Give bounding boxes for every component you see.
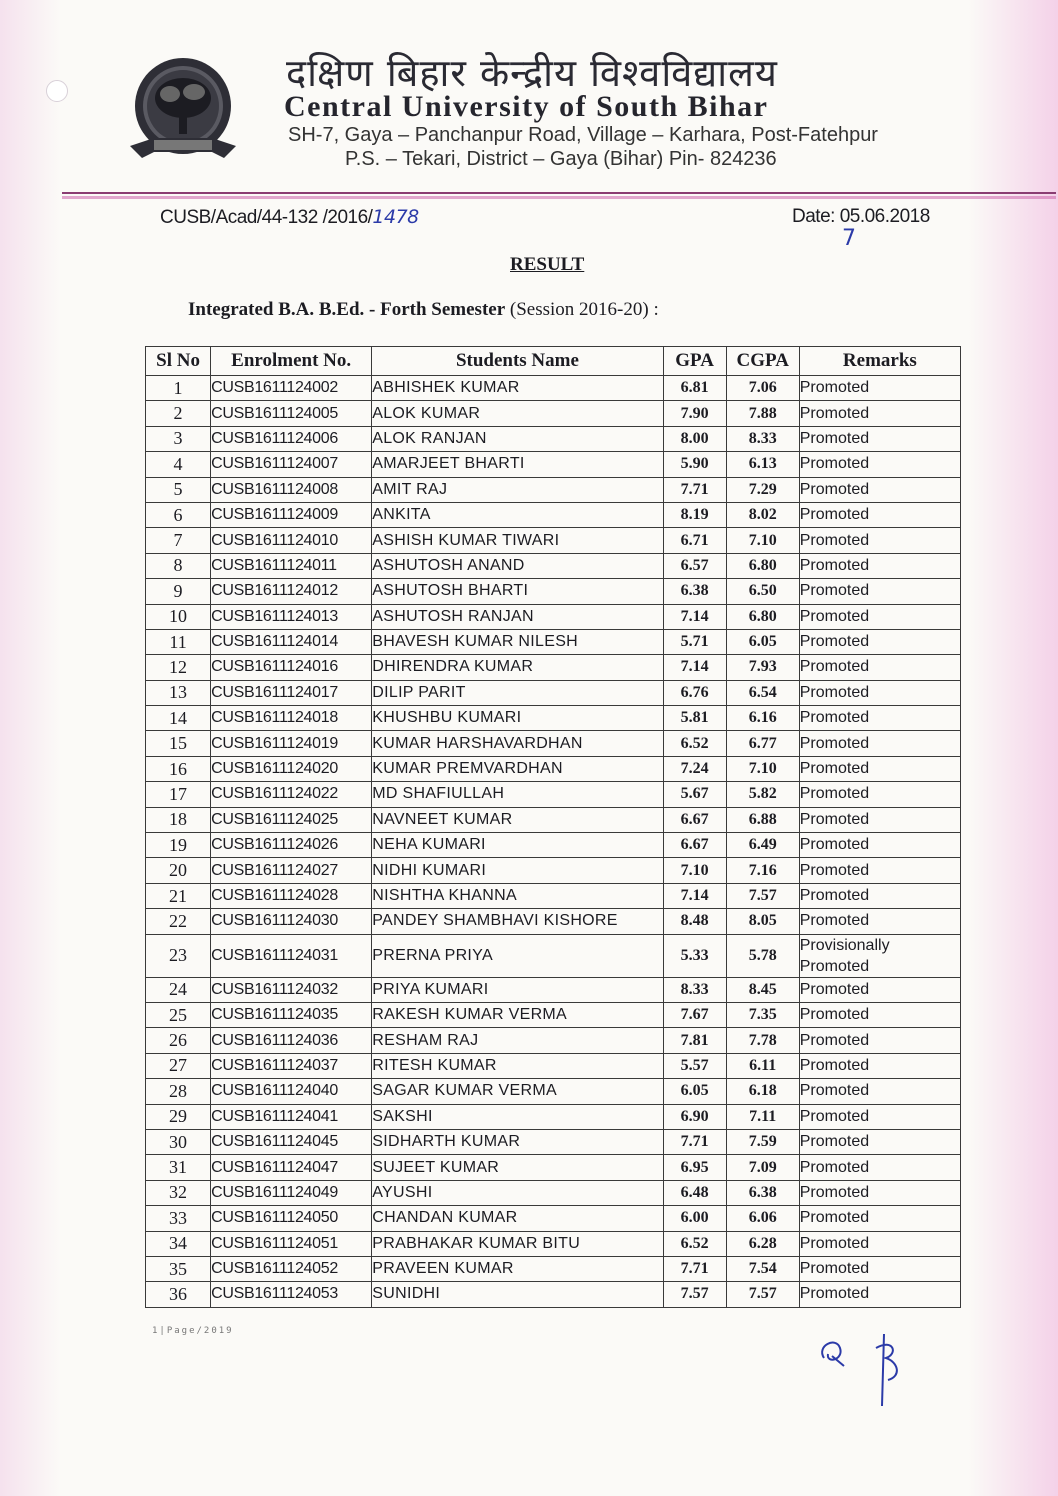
- row-gpa: 5.67: [663, 782, 726, 807]
- reference-handwritten-number: 1478: [372, 206, 419, 228]
- date-handwritten-mark: 7: [842, 226, 856, 251]
- row-enrolment-number: CUSB1611124047: [211, 1155, 372, 1180]
- row-gpa: 7.10: [663, 858, 726, 883]
- reference-number: [160, 206, 419, 229]
- row-cgpa: 6.16: [726, 706, 799, 731]
- row-gpa: 6.76: [663, 680, 726, 705]
- row-gpa: 6.38: [663, 579, 726, 604]
- row-sl-number: 25: [146, 1002, 211, 1027]
- row-cgpa: 5.78: [726, 934, 799, 977]
- row-remarks: Promoted: [799, 629, 960, 654]
- punch-hole: [46, 80, 68, 102]
- table-row: [146, 629, 961, 654]
- row-enrolment-number: CUSB1611124016: [211, 655, 372, 680]
- row-cgpa: 7.54: [726, 1256, 799, 1281]
- row-sl-number: 13: [146, 680, 211, 705]
- address-line-1: SH-7, Gaya – Panchanpur Road, Village – Karhara, Post-Fatehpur: [288, 124, 878, 146]
- row-sl-number: 30: [146, 1129, 211, 1154]
- row-cgpa: 8.02: [726, 502, 799, 527]
- row-sl-number: 11: [146, 629, 211, 654]
- row-cgpa: 7.93: [726, 655, 799, 680]
- table-row: [146, 909, 961, 934]
- table-row: [146, 655, 961, 680]
- row-student-name: RITESH KUMAR: [372, 1053, 663, 1078]
- row-cgpa: 7.57: [726, 1282, 799, 1307]
- row-gpa: 5.57: [663, 1053, 726, 1078]
- row-remarks: Promoted: [799, 655, 960, 680]
- row-sl-number: 18: [146, 807, 211, 832]
- row-student-name: ASHISH KUMAR TIWARI: [372, 528, 663, 553]
- row-sl-number: 19: [146, 833, 211, 858]
- row-sl-number: 12: [146, 655, 211, 680]
- row-remarks: Promoted: [799, 756, 960, 781]
- row-sl-number: 26: [146, 1028, 211, 1053]
- row-gpa: 6.95: [663, 1155, 726, 1180]
- row-cgpa: 7.16: [726, 858, 799, 883]
- row-gpa: 6.52: [663, 731, 726, 756]
- row-gpa: 7.67: [663, 1002, 726, 1027]
- row-gpa: 8.19: [663, 502, 726, 527]
- row-enrolment-number: CUSB1611124018: [211, 706, 372, 731]
- row-enrolment-number: CUSB1611124022: [211, 782, 372, 807]
- column-header-name: Students Name: [372, 347, 663, 376]
- row-remarks: Promoted: [799, 731, 960, 756]
- row-cgpa: 7.11: [726, 1104, 799, 1129]
- row-gpa: 5.81: [663, 706, 726, 731]
- table-row: [146, 1231, 961, 1256]
- table-row: [146, 452, 961, 477]
- row-sl-number: 1: [146, 376, 211, 401]
- row-remarks: Promoted: [799, 1053, 960, 1078]
- row-student-name: PRERNA PRIYA: [372, 934, 663, 977]
- row-enrolment-number: CUSB1611124026: [211, 833, 372, 858]
- row-sl-number: 4: [146, 452, 211, 477]
- header-rule-shadow: [62, 196, 1056, 199]
- row-cgpa: 7.88: [726, 401, 799, 426]
- row-remarks: Promoted: [799, 1129, 960, 1154]
- table-row: [146, 1028, 961, 1053]
- row-cgpa: 8.33: [726, 426, 799, 451]
- row-gpa: 6.48: [663, 1180, 726, 1205]
- row-remarks: Promoted: [799, 1282, 960, 1307]
- table-row: [146, 706, 961, 731]
- row-remarks: Promoted: [799, 528, 960, 553]
- table-header-row: [146, 347, 961, 376]
- row-sl-number: 27: [146, 1053, 211, 1078]
- programme-name: Integrated B.A. B.Ed. - Forth Semester: [188, 299, 506, 320]
- row-sl-number: 2: [146, 401, 211, 426]
- row-remarks: Promoted: [799, 452, 960, 477]
- row-remarks: Promoted: [799, 858, 960, 883]
- table-row: [146, 1053, 961, 1078]
- table-row: [146, 1129, 961, 1154]
- table-row: [146, 579, 961, 604]
- row-sl-number: 8: [146, 553, 211, 578]
- row-student-name: DHIRENDRA KUMAR: [372, 655, 663, 680]
- row-cgpa: 6.06: [726, 1206, 799, 1231]
- row-enrolment-number: CUSB1611124052: [211, 1256, 372, 1281]
- row-gpa: 6.67: [663, 807, 726, 832]
- university-name-hindi: दक्षिण बिहार केन्द्रीय विश्वविद्यालय: [286, 51, 778, 95]
- row-remarks: Provisionally Promoted: [799, 934, 960, 977]
- row-remarks: Promoted: [799, 1002, 960, 1027]
- row-cgpa: 6.18: [726, 1079, 799, 1104]
- row-cgpa: 6.50: [726, 579, 799, 604]
- table-row: [146, 1180, 961, 1205]
- table-row: [146, 1206, 961, 1231]
- row-enrolment-number: CUSB1611124050: [211, 1206, 372, 1231]
- row-remarks: Promoted: [799, 579, 960, 604]
- row-remarks: Promoted: [799, 833, 960, 858]
- table-row: [146, 1155, 961, 1180]
- table-row: [146, 934, 961, 977]
- row-enrolment-number: CUSB1611124012: [211, 579, 372, 604]
- row-sl-number: 17: [146, 782, 211, 807]
- row-student-name: ANKITA: [372, 502, 663, 527]
- row-remarks: Promoted: [799, 1079, 960, 1104]
- row-remarks: Promoted: [799, 883, 960, 908]
- row-gpa: 8.00: [663, 426, 726, 451]
- row-enrolment-number: CUSB1611124010: [211, 528, 372, 553]
- row-remarks: Promoted: [799, 502, 960, 527]
- row-cgpa: 6.80: [726, 604, 799, 629]
- row-remarks: Promoted: [799, 1155, 960, 1180]
- row-student-name: PRIYA KUMARI: [372, 977, 663, 1002]
- signature-icon: [814, 1328, 924, 1408]
- row-sl-number: 14: [146, 706, 211, 731]
- row-sl-number: 29: [146, 1104, 211, 1129]
- row-student-name: ALOK RANJAN: [372, 426, 663, 451]
- table-row: [146, 1256, 961, 1281]
- row-sl-number: 21: [146, 883, 211, 908]
- row-student-name: AMARJEET BHARTI: [372, 452, 663, 477]
- row-remarks: Promoted: [799, 782, 960, 807]
- row-enrolment-number: CUSB1611124051: [211, 1231, 372, 1256]
- address-line-2: P.S. – Tekari, District – Gaya (Bihar) Pin- 824236: [345, 148, 777, 170]
- row-cgpa: 6.77: [726, 731, 799, 756]
- row-student-name: NAVNEET KUMAR: [372, 807, 663, 832]
- row-student-name: RAKESH KUMAR VERMA: [372, 1002, 663, 1027]
- table-row: [146, 756, 961, 781]
- row-student-name: SAKSHI: [372, 1104, 663, 1129]
- row-sl-number: 5: [146, 477, 211, 502]
- table-row: [146, 376, 961, 401]
- row-cgpa: 6.05: [726, 629, 799, 654]
- table-row: [146, 502, 961, 527]
- row-gpa: 7.57: [663, 1282, 726, 1307]
- row-remarks: Promoted: [799, 1256, 960, 1281]
- column-header-enrolment: Enrolment No.: [211, 347, 372, 376]
- row-sl-number: 16: [146, 756, 211, 781]
- row-student-name: ALOK KUMAR: [372, 401, 663, 426]
- row-remarks: Promoted: [799, 401, 960, 426]
- row-gpa: 8.33: [663, 977, 726, 1002]
- row-student-name: KHUSHBU KUMARI: [372, 706, 663, 731]
- row-gpa: 7.90: [663, 401, 726, 426]
- row-sl-number: 7: [146, 528, 211, 553]
- date-label: Date:: [792, 206, 840, 227]
- row-remarks: Promoted: [799, 376, 960, 401]
- table-row: [146, 807, 961, 832]
- row-cgpa: 7.78: [726, 1028, 799, 1053]
- table-row: [146, 977, 961, 1002]
- row-sl-number: 9: [146, 579, 211, 604]
- row-remarks: Promoted: [799, 604, 960, 629]
- scan-edge-right: [968, 0, 1058, 1496]
- programme-line: [188, 299, 659, 321]
- row-student-name: NISHTHA KHANNA: [372, 883, 663, 908]
- document-date: [792, 206, 930, 228]
- row-gpa: 7.81: [663, 1028, 726, 1053]
- row-enrolment-number: CUSB1611124014: [211, 629, 372, 654]
- table-row: [146, 426, 961, 451]
- row-student-name: ASHUTOSH RANJAN: [372, 604, 663, 629]
- row-student-name: MD SHAFIULLAH: [372, 782, 663, 807]
- table-row: [146, 1282, 961, 1307]
- row-cgpa: 7.59: [726, 1129, 799, 1154]
- row-cgpa: 6.11: [726, 1053, 799, 1078]
- column-header-remarks: Remarks: [799, 347, 960, 376]
- row-gpa: 7.24: [663, 756, 726, 781]
- row-student-name: PRAVEEN KUMAR: [372, 1256, 663, 1281]
- row-cgpa: 8.05: [726, 909, 799, 934]
- row-remarks: Promoted: [799, 477, 960, 502]
- row-sl-number: 23: [146, 934, 211, 977]
- row-enrolment-number: CUSB1611124040: [211, 1079, 372, 1104]
- row-cgpa: 6.49: [726, 833, 799, 858]
- row-cgpa: 7.57: [726, 883, 799, 908]
- row-student-name: ABHISHEK KUMAR: [372, 376, 663, 401]
- row-enrolment-number: CUSB1611124025: [211, 807, 372, 832]
- row-sl-number: 35: [146, 1256, 211, 1281]
- table-row: [146, 553, 961, 578]
- row-cgpa: 6.80: [726, 553, 799, 578]
- reference-prefix: CUSB/Acad/44-132 /2016/: [160, 207, 373, 228]
- row-enrolment-number: CUSB1611124041: [211, 1104, 372, 1129]
- result-heading: RESULT: [510, 254, 585, 275]
- university-name-english: Central University of South Bihar: [284, 90, 769, 123]
- row-gpa: 7.71: [663, 1129, 726, 1154]
- row-enrolment-number: CUSB1611124028: [211, 883, 372, 908]
- row-enrolment-number: CUSB1611124013: [211, 604, 372, 629]
- row-remarks: Promoted: [799, 706, 960, 731]
- row-cgpa: 6.88: [726, 807, 799, 832]
- row-sl-number: 6: [146, 502, 211, 527]
- row-enrolment-number: CUSB1611124005: [211, 401, 372, 426]
- row-gpa: 6.71: [663, 528, 726, 553]
- row-student-name: ASHUTOSH BHARTI: [372, 579, 663, 604]
- row-sl-number: 20: [146, 858, 211, 883]
- row-gpa: 7.14: [663, 883, 726, 908]
- row-student-name: RESHAM RAJ: [372, 1028, 663, 1053]
- results-table: [145, 346, 961, 1308]
- row-gpa: 6.00: [663, 1206, 726, 1231]
- row-enrolment-number: CUSB1611124032: [211, 977, 372, 1002]
- row-enrolment-number: CUSB1611124017: [211, 680, 372, 705]
- row-gpa: 7.71: [663, 1256, 726, 1281]
- table-row: [146, 680, 961, 705]
- row-student-name: SUNIDHI: [372, 1282, 663, 1307]
- row-enrolment-number: CUSB1611124031: [211, 934, 372, 977]
- row-sl-number: 36: [146, 1282, 211, 1307]
- row-gpa: 5.33: [663, 934, 726, 977]
- row-enrolment-number: CUSB1611124045: [211, 1129, 372, 1154]
- row-gpa: 5.90: [663, 452, 726, 477]
- row-gpa: 7.14: [663, 604, 726, 629]
- row-gpa: 5.71: [663, 629, 726, 654]
- row-remarks: Promoted: [799, 1104, 960, 1129]
- table-row: [146, 883, 961, 908]
- row-sl-number: 32: [146, 1180, 211, 1205]
- row-student-name: SIDHARTH KUMAR: [372, 1129, 663, 1154]
- row-student-name: KUMAR PREMVARDHAN: [372, 756, 663, 781]
- row-gpa: 6.52: [663, 1231, 726, 1256]
- table-row: [146, 604, 961, 629]
- column-header-cgpa: CGPA: [726, 347, 799, 376]
- row-enrolment-number: CUSB1611124049: [211, 1180, 372, 1205]
- row-enrolment-number: CUSB1611124053: [211, 1282, 372, 1307]
- row-sl-number: 10: [146, 604, 211, 629]
- table-row: [146, 401, 961, 426]
- row-remarks: Promoted: [799, 807, 960, 832]
- programme-session: (Session 2016-20) :: [509, 299, 659, 320]
- row-cgpa: 5.82: [726, 782, 799, 807]
- row-enrolment-number: CUSB1611124037: [211, 1053, 372, 1078]
- row-student-name: PANDEY SHAMBHAVI KISHORE: [372, 909, 663, 934]
- row-cgpa: 6.54: [726, 680, 799, 705]
- row-sl-number: 33: [146, 1206, 211, 1231]
- table-row: [146, 833, 961, 858]
- row-student-name: AMIT RAJ: [372, 477, 663, 502]
- table-row: [146, 731, 961, 756]
- row-gpa: 6.05: [663, 1079, 726, 1104]
- row-sl-number: 24: [146, 977, 211, 1002]
- table-row: [146, 858, 961, 883]
- row-cgpa: 6.13: [726, 452, 799, 477]
- row-enrolment-number: CUSB1611124011: [211, 553, 372, 578]
- row-student-name: BHAVESH KUMAR NILESH: [372, 629, 663, 654]
- row-student-name: PRABHAKAR KUMAR BITU: [372, 1231, 663, 1256]
- row-student-name: NEHA KUMARI: [372, 833, 663, 858]
- column-header-gpa: GPA: [663, 347, 726, 376]
- row-remarks: Promoted: [799, 1231, 960, 1256]
- row-gpa: 7.71: [663, 477, 726, 502]
- row-remarks: Promoted: [799, 1028, 960, 1053]
- row-enrolment-number: CUSB1611124009: [211, 502, 372, 527]
- row-student-name: DILIP PARIT: [372, 680, 663, 705]
- row-gpa: 8.48: [663, 909, 726, 934]
- row-cgpa: 7.10: [726, 756, 799, 781]
- row-remarks: Promoted: [799, 909, 960, 934]
- table-row: [146, 528, 961, 553]
- row-remarks: Promoted: [799, 553, 960, 578]
- table-row: [146, 782, 961, 807]
- row-sl-number: 34: [146, 1231, 211, 1256]
- row-enrolment-number: CUSB1611124020: [211, 756, 372, 781]
- row-sl-number: 22: [146, 909, 211, 934]
- row-enrolment-number: CUSB1611124036: [211, 1028, 372, 1053]
- row-enrolment-number: CUSB1611124019: [211, 731, 372, 756]
- row-enrolment-number: CUSB1611124030: [211, 909, 372, 934]
- row-cgpa: 7.09: [726, 1155, 799, 1180]
- scan-edge-left: [0, 0, 60, 1496]
- row-remarks: Promoted: [799, 1180, 960, 1205]
- row-sl-number: 15: [146, 731, 211, 756]
- row-student-name: ASHUTOSH ANAND: [372, 553, 663, 578]
- row-student-name: SAGAR KUMAR VERMA: [372, 1079, 663, 1104]
- row-cgpa: 7.29: [726, 477, 799, 502]
- row-sl-number: 3: [146, 426, 211, 451]
- row-cgpa: 7.06: [726, 376, 799, 401]
- row-sl-number: 31: [146, 1155, 211, 1180]
- row-cgpa: 8.45: [726, 977, 799, 1002]
- table-row: [146, 1079, 961, 1104]
- date-value: 05.06.2018: [839, 206, 930, 227]
- row-gpa: 6.67: [663, 833, 726, 858]
- row-student-name: AYUSHI: [372, 1180, 663, 1205]
- row-enrolment-number: CUSB1611124006: [211, 426, 372, 451]
- row-student-name: NIDHI KUMARI: [372, 858, 663, 883]
- university-logo-icon: [124, 54, 242, 172]
- row-cgpa: 7.10: [726, 528, 799, 553]
- row-gpa: 6.57: [663, 553, 726, 578]
- table-row: [146, 1104, 961, 1129]
- row-remarks: Promoted: [799, 426, 960, 451]
- row-enrolment-number: CUSB1611124035: [211, 1002, 372, 1027]
- row-enrolment-number: CUSB1611124002: [211, 376, 372, 401]
- row-remarks: Promoted: [799, 1206, 960, 1231]
- row-remarks: Promoted: [799, 680, 960, 705]
- row-student-name: SUJEET KUMAR: [372, 1155, 663, 1180]
- row-gpa: 6.90: [663, 1104, 726, 1129]
- header-rule: [62, 192, 1056, 194]
- row-student-name: KUMAR HARSHAVARDHAN: [372, 731, 663, 756]
- row-sl-number: 28: [146, 1079, 211, 1104]
- table-row: [146, 1002, 961, 1027]
- row-student-name: CHANDAN KUMAR: [372, 1206, 663, 1231]
- column-header-sl: Sl No: [146, 347, 211, 376]
- row-enrolment-number: CUSB1611124007: [211, 452, 372, 477]
- row-cgpa: 6.28: [726, 1231, 799, 1256]
- row-gpa: 7.14: [663, 655, 726, 680]
- row-remarks: Promoted: [799, 977, 960, 1002]
- row-gpa: 6.81: [663, 376, 726, 401]
- row-cgpa: 7.35: [726, 1002, 799, 1027]
- page-footer-marker: 1|Page/2019: [152, 1326, 234, 1336]
- row-cgpa: 6.38: [726, 1180, 799, 1205]
- table-row: [146, 477, 961, 502]
- row-enrolment-number: CUSB1611124027: [211, 858, 372, 883]
- row-enrolment-number: CUSB1611124008: [211, 477, 372, 502]
